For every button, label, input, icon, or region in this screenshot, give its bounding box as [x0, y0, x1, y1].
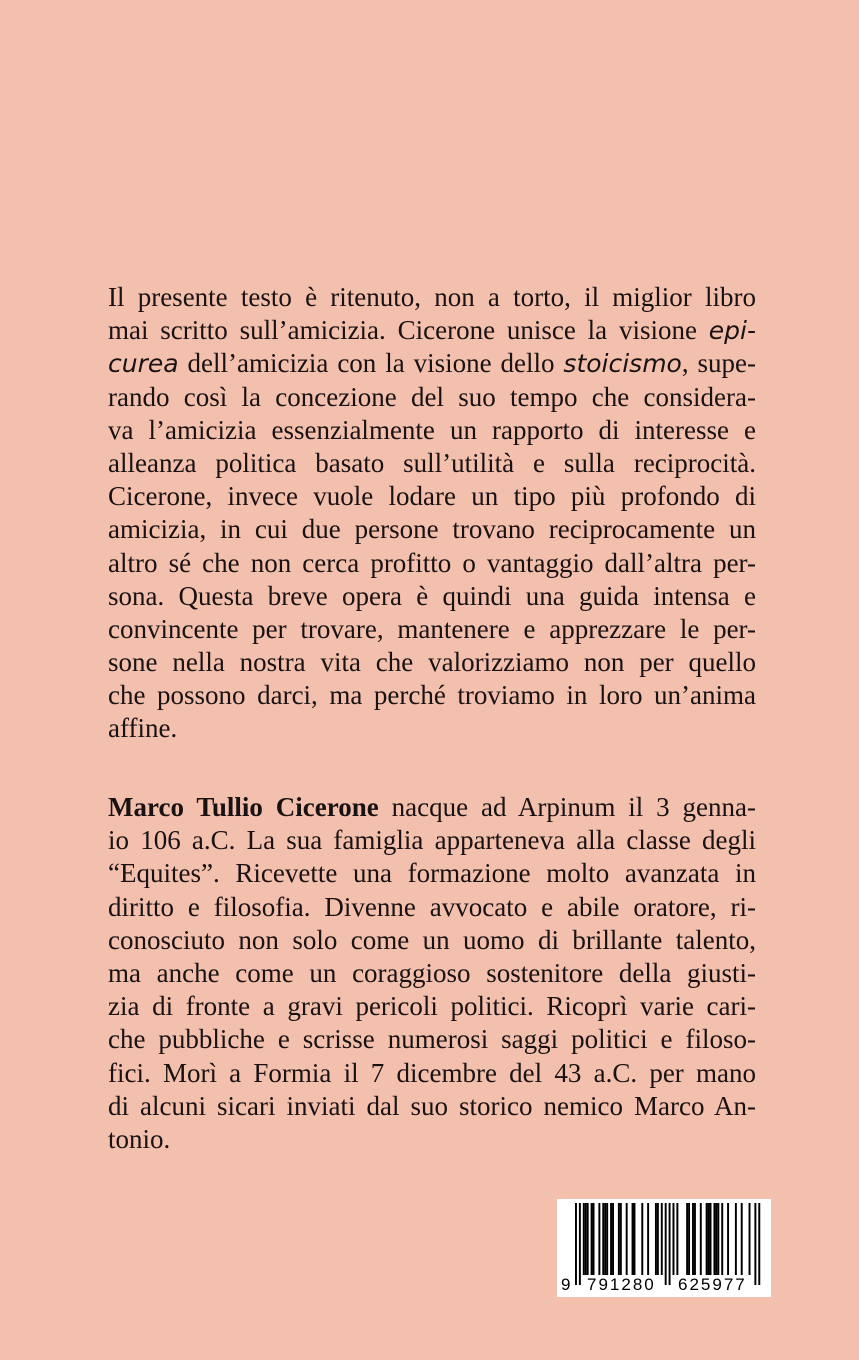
barcode-bar: [655, 1203, 657, 1275]
barcode-bar: [708, 1203, 710, 1275]
barcode-bar: [694, 1203, 696, 1275]
barcode-bar: [735, 1203, 737, 1275]
barcode-bar: [626, 1203, 628, 1275]
barcode-bar: [618, 1203, 620, 1275]
blurb-line: [108, 347, 756, 380]
bio-text: Marco Tullio Cicerone: [108, 792, 379, 822]
blurb-text: sona. Questa breve opera è quindi una guida intensa e: [108, 580, 756, 611]
blurb-line: [108, 314, 756, 347]
barcode-bar: [632, 1203, 634, 1275]
bio-line: [108, 857, 756, 890]
bio-text: tonio.: [108, 1123, 171, 1154]
barcode-bar: [585, 1203, 587, 1275]
blurb-text: , supe-: [681, 348, 757, 379]
barcode-bar: [587, 1203, 589, 1275]
isbn-barcode: [557, 1199, 771, 1297]
blurb-line: [108, 480, 756, 513]
bio-line: [108, 990, 756, 1023]
blurb-text: altro sé che non cerca profitto o vantaggio dall’altra per-: [108, 547, 756, 578]
blurb-line: [108, 547, 756, 580]
barcode-bar: [706, 1203, 708, 1275]
bio-text: di alcuni sicari inviati dal suo storico nemico Marco An-: [108, 1090, 756, 1121]
barcode-bar: [673, 1203, 675, 1275]
blurb-line: [108, 679, 756, 712]
back-cover-blurb: [108, 281, 756, 746]
barcode-bar: [647, 1203, 649, 1275]
barcode-lead-digit: 9: [561, 1275, 571, 1294]
barcode-right-group: 625977: [678, 1275, 747, 1294]
author-biography: [108, 791, 756, 1156]
blurb-text: convincente per trovare, mantenere e apprezzare le per-: [108, 613, 756, 644]
blurb-text: Cicerone, invece vuole lodare un tipo più profondo di: [108, 481, 756, 512]
barcode-bar: [721, 1203, 723, 1275]
blurb-text: mai scritto sull’amicizia. Cicerone unisce la visione: [108, 315, 709, 346]
bio-text: ma anche come un coraggioso sostenitore della giusti-: [108, 957, 756, 988]
blurb-text: curea: [108, 349, 179, 379]
bio-line: [108, 1090, 756, 1123]
bio-text: zia di fronte a gravi pericoli politici. Ricoprì varie cari-: [108, 991, 756, 1022]
bio-line: [108, 957, 756, 990]
blurb-line: [108, 646, 756, 679]
barcode-bar: [717, 1203, 719, 1275]
barcode-bar: [692, 1203, 694, 1275]
barcode-bar: [688, 1203, 690, 1275]
blurb-text: affine.: [108, 713, 178, 744]
bio-text: che pubbliche e scrisse numerosi saggi politici e filoso-: [108, 1024, 756, 1055]
blurb-text: sone nella nostra vita che valorizziamo non per quello: [108, 647, 756, 678]
barcode-bar: [620, 1203, 622, 1275]
blurb-text: Il presente testo è ritenuto, non a torto, il miglior libro: [108, 282, 756, 312]
barcode-left-group: 791280: [587, 1275, 656, 1294]
bio-line: [108, 1023, 756, 1056]
barcode-bar: [700, 1203, 702, 1275]
blurb-line: [108, 712, 756, 745]
bio-text: nacque ad Arpinum il 3 genna-: [378, 792, 756, 822]
barcode-bar: [612, 1203, 614, 1275]
blurb-line: [108, 414, 756, 447]
blurb-text: stoicismo: [563, 349, 682, 379]
barcode-bar: [676, 1203, 678, 1275]
blurb-text: rando così la concezione del suo tempo che considera-: [108, 381, 756, 412]
blurb-text: amicizia, in cui due persone trovano reciprocamente un: [108, 514, 756, 545]
barcode-bar: [593, 1203, 595, 1275]
barcode-bar: [713, 1203, 715, 1275]
barcode-bar: [598, 1203, 600, 1275]
barcode-digits: [557, 1273, 771, 1295]
barcode-bar: [610, 1203, 612, 1275]
bio-text: diritto e filosofia. Divenne avvocato e abile oratore, ri-: [108, 891, 756, 922]
blurb-text: alleanza politica basato sull’utilità e sulla reciprocità.: [108, 447, 756, 478]
barcode-bar: [727, 1203, 729, 1275]
bio-line: [108, 891, 756, 924]
blurb-text: dell’amicizia con la visione dello: [178, 348, 564, 379]
blurb-line: [108, 613, 756, 646]
barcode-bar: [686, 1203, 688, 1275]
barcode-bar: [715, 1203, 717, 1275]
bio-line: [108, 824, 756, 857]
blurb-line: [108, 281, 756, 314]
barcode-bar: [657, 1203, 659, 1275]
bio-line: [108, 1057, 756, 1090]
blurb-line: [108, 513, 756, 546]
barcode-bar: [661, 1203, 663, 1275]
blurb-line: [108, 447, 756, 480]
bio-text: conosciuto non solo come un uomo di brillante talento,: [108, 924, 756, 955]
bio-text: fici. Morì a Formia il 7 dicembre del 43 a.C. per mano: [108, 1057, 756, 1088]
barcode-bar: [583, 1203, 585, 1275]
blurb-line: [108, 580, 756, 613]
blurb-line: [108, 381, 756, 414]
barcode-bar: [741, 1203, 743, 1275]
barcode-bar: [641, 1203, 643, 1275]
barcode-bar: [749, 1203, 751, 1275]
barcode-bar: [710, 1203, 712, 1275]
bio-text: io 106 a.C. La sua famiglia apparteneva alla classe degli: [108, 825, 756, 856]
bio-line: [108, 1123, 756, 1156]
barcode-bar: [602, 1203, 604, 1275]
bio-line: [108, 791, 756, 824]
barcode-bar: [604, 1203, 606, 1275]
bio-text: “Equites”. Ricevette una formazione molto avanzata in: [108, 858, 756, 889]
barcode-bar: [606, 1203, 608, 1275]
blurb-text: va l’amicizia essenzialmente un rapporto di interesse e: [108, 414, 756, 445]
barcode-bar: [634, 1203, 636, 1275]
blurb-text: che possono darci, ma perché troviamo in loro un’anima: [108, 680, 756, 711]
blurb-text: epi-: [708, 316, 756, 346]
bio-line: [108, 924, 756, 957]
barcode-bar: [591, 1203, 593, 1275]
